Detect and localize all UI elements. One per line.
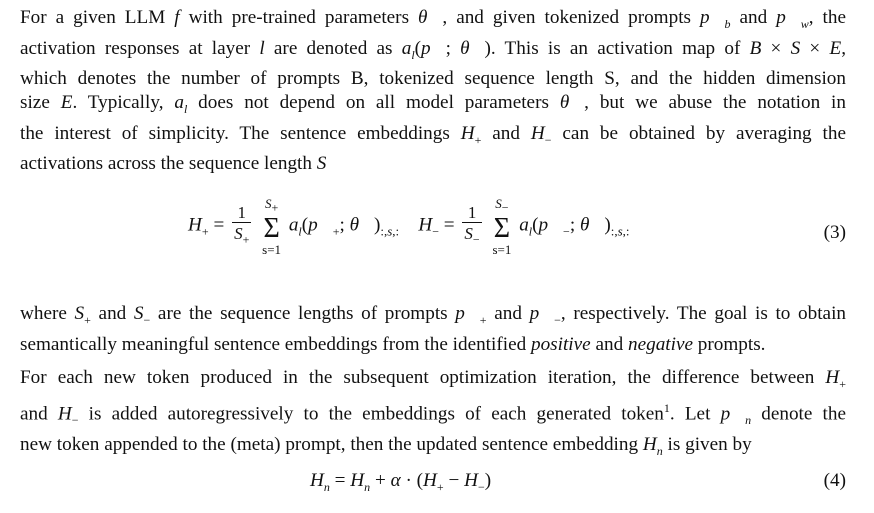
text-line: new token appended to the (meta) prompt, then the updated sentence embedding $H_n$ is given by: [20, 434, 752, 458]
text-line: For a given LLM f with pre-trained parameters θ⃗, and given tokenized prompts $p⃗_b$ and $p⃗_w$, the: [20, 7, 846, 31]
text-line: activations across the sequence length S: [20, 153, 327, 175]
fraction-numerator: 1: [232, 203, 251, 223]
sigma-symbol: Σ: [493, 212, 511, 244]
summation-plus: [262, 196, 281, 257]
summation-minus: [493, 196, 512, 257]
text-line: activation responses at layer l are denoted as $a_l(p⃗$; θ⃗). This is an activation map of B × S × E,: [20, 37, 846, 62]
paper-body: [20, 6, 846, 176]
equation-3-body: $H_+$ = $\frac{1}{S_+}$ $S_+$ Σ s=1 $a_l(p⃗_+$; $\theta⃗)_{:,s,:}$ $H_-$ = $\frac{1}{S_-}$ $S_-$ Σ s=1 $a_l(p⃗_-$; $\theta⃗)_{:,s,:}$: [188, 196, 630, 257]
sum-upper-limit: $S_-$: [495, 196, 509, 215]
equation-4: [20, 468, 846, 498]
paragraph-autoregressive: [20, 366, 846, 463]
text-line: which denotes the number of prompts B, tokenized sequence length S, and the hidden dimension: [20, 68, 846, 90]
text-line: and $H_-$ is added autoregressively to the embeddings of each generated token$^1$. Let $p⃗_n$ denote the: [20, 401, 846, 428]
fraction-denominator: $S_-$: [464, 223, 480, 246]
equation-number: (4): [823, 470, 846, 491]
fraction-minus: [462, 203, 481, 250]
h-plus-symbol: H: [188, 214, 202, 236]
text-line: size E. Typically, $a_l$ does not depend on all model parameters θ⃗, but we abuse the notation in: [20, 92, 846, 116]
sigma-symbol: Σ: [263, 212, 280, 244]
text-line: semantically meaningful sentence embeddings from the identified positive and negative prompts.: [20, 333, 766, 355]
equation-number: (3): [823, 222, 846, 243]
sum-upper-limit: $S_+$: [264, 196, 279, 215]
paragraph-activations: [20, 6, 846, 176]
equation-4-body: $H_n = H_n + \alpha \cdot (H_+ - H_-)$: [310, 470, 492, 494]
text-line: the interest of simplicity. The sentence embeddings $H_+$ and $H_-$ can be obtained by averaging the: [20, 122, 846, 147]
equation-3: [20, 196, 846, 272]
emphasis-negative: negative: [627, 333, 693, 355]
paragraph-seq-lengths: [20, 302, 846, 356]
text-line: where $S_+$ and $S_-$ are the sequence lengths of prompts $p⃗_+$ and $p⃗_-$, respectively. The goal is to obtain: [20, 303, 846, 327]
emphasis-positive: positive: [530, 333, 591, 355]
fraction-plus: [232, 203, 251, 250]
sum-lower-limit: s=1: [262, 241, 282, 257]
sum-lower-limit: s=1: [492, 241, 512, 257]
h-minus-symbol: H: [418, 214, 433, 236]
fraction-denominator: $S_+$: [234, 223, 250, 246]
fraction-numerator: 1: [462, 203, 481, 223]
paper-body-2: [20, 302, 846, 464]
text-line: For each new token produced in the subsequent optimization iteration, the difference between $H_+$: [20, 367, 846, 392]
